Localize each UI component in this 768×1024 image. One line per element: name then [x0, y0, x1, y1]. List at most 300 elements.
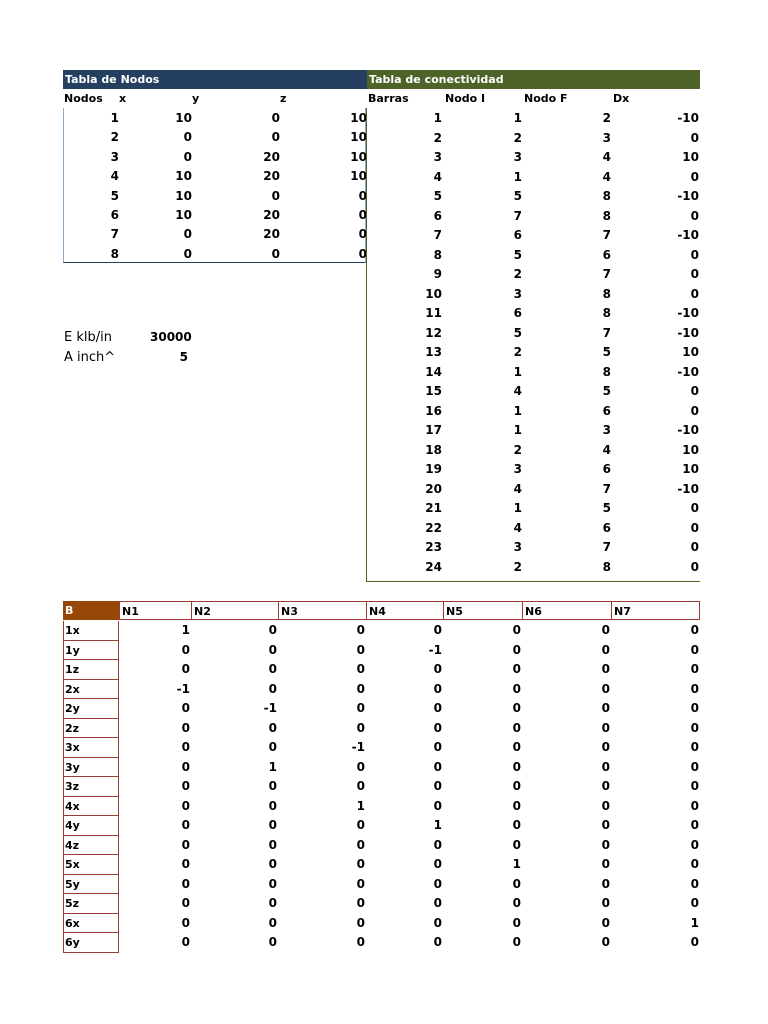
table-cell: 0	[181, 720, 190, 735]
table-cell: 0	[181, 935, 190, 949]
table-cell: 1	[433, 818, 442, 832]
table-cell: 0	[356, 759, 365, 774]
table-cell: 10	[350, 149, 367, 164]
table-cell: 8	[433, 247, 442, 262]
nodos-header-x: x	[119, 92, 127, 105]
table-cell: 0	[183, 149, 192, 164]
table-cell: 3	[513, 150, 522, 164]
table-cell: -1	[176, 681, 190, 696]
table-row	[0, 226, 768, 246]
table-cell: 6	[602, 403, 611, 418]
table-cell: 0	[433, 662, 442, 676]
table-cell: 4	[602, 150, 611, 164]
table-cell: 0	[356, 681, 365, 696]
table-cell: 0	[601, 935, 610, 949]
table-cell: 10	[682, 345, 699, 359]
table-cell: 17	[425, 423, 442, 437]
table-cell: 0	[690, 208, 699, 223]
table-row	[0, 265, 768, 285]
table-cell: 2	[513, 267, 522, 281]
table-cell: 0	[356, 662, 365, 676]
table-cell: 0	[271, 188, 280, 203]
table-row	[0, 660, 768, 680]
b-matrix-row-label: 3z	[63, 777, 119, 797]
table-cell: -10	[677, 423, 699, 437]
table-cell: 0	[512, 740, 521, 754]
table-row	[0, 680, 768, 700]
b-matrix-row-label: 1y	[63, 641, 119, 661]
table-cell: 6	[602, 462, 611, 476]
table-cell: 10	[175, 169, 192, 184]
table-cell: 0	[601, 915, 610, 930]
table-cell: 1	[513, 364, 522, 379]
table-cell: 3	[602, 130, 611, 145]
table-row	[0, 402, 768, 422]
table-cell: 21	[425, 501, 442, 515]
table-cell: 1	[513, 501, 522, 515]
table-cell: 20	[263, 208, 280, 222]
nodos-header-z: z	[280, 92, 287, 105]
table-row	[0, 538, 768, 558]
table-cell: 22	[425, 520, 442, 535]
table-cell: 0	[181, 915, 190, 930]
b-matrix-column-header: N4	[366, 601, 443, 620]
table-cell: 2	[513, 345, 522, 359]
a-label: A inch^	[64, 350, 116, 365]
table-cell: 0	[356, 896, 365, 910]
table-cell: 0	[690, 701, 699, 715]
table-cell: 0	[690, 642, 699, 657]
table-row	[0, 797, 768, 817]
table-cell: 7	[602, 540, 611, 554]
table-cell: 0	[512, 701, 521, 715]
table-row	[0, 382, 768, 402]
table-cell: -10	[677, 364, 699, 379]
table-cell: 7	[513, 208, 522, 223]
table-cell: 0	[181, 701, 190, 715]
table-cell: 0	[268, 896, 277, 910]
table-row	[0, 914, 768, 934]
table-row	[0, 777, 768, 797]
table-row	[0, 343, 768, 363]
table-cell: 10	[425, 286, 442, 301]
table-cell: 0	[433, 681, 442, 696]
table-cell: 0	[433, 876, 442, 891]
table-cell: 0	[268, 740, 277, 754]
table-cell: 0	[512, 798, 521, 813]
table-cell: 0	[690, 779, 699, 793]
table-cell: 0	[690, 837, 699, 852]
table-row	[0, 129, 768, 149]
table-cell: 0	[690, 623, 699, 637]
table-cell: 0	[271, 111, 280, 125]
table-cell: 0	[690, 501, 699, 515]
table-cell: 3	[433, 150, 442, 164]
table-cell: 7	[433, 228, 442, 242]
table-row	[0, 168, 768, 188]
table-cell: 0	[512, 935, 521, 949]
table-cell: 0	[268, 818, 277, 832]
b-matrix-row-label: 6x	[63, 914, 119, 934]
table-cell: 10	[175, 111, 192, 125]
table-cell: 0	[601, 876, 610, 891]
table-cell: 0	[433, 720, 442, 735]
nodos-table-title: Tabla de Nodos	[63, 70, 367, 89]
table-cell: 0	[268, 779, 277, 793]
table-cell: 3	[602, 423, 611, 437]
table-cell: 0	[690, 896, 699, 910]
table-cell: 7	[602, 481, 611, 496]
table-cell: 0	[601, 681, 610, 696]
table-cell: 0	[356, 857, 365, 871]
table-cell: 6	[602, 520, 611, 535]
table-cell: 0	[268, 837, 277, 852]
table-cell: 13	[425, 345, 442, 359]
table-cell: 2	[433, 130, 442, 145]
table-cell: 1	[268, 759, 277, 774]
table-cell: 20	[263, 227, 280, 242]
table-cell: 0	[356, 837, 365, 852]
table-row	[0, 758, 768, 778]
table-cell: 0	[358, 246, 367, 261]
table-cell: 0	[601, 701, 610, 715]
table-cell: 0	[690, 403, 699, 418]
table-row	[0, 109, 768, 129]
conectividad-table-title: Tabla de conectividad	[367, 70, 700, 89]
table-cell: 0	[268, 681, 277, 696]
table-cell: 5	[513, 247, 522, 262]
table-cell: 8	[602, 559, 611, 574]
table-cell: 0	[512, 915, 521, 930]
table-cell: 0	[512, 876, 521, 891]
table-cell: 23	[425, 540, 442, 554]
table-cell: 6	[513, 228, 522, 242]
table-row	[0, 324, 768, 344]
table-row	[0, 836, 768, 856]
table-cell: 0	[690, 876, 699, 891]
table-cell: 0	[512, 759, 521, 774]
table-row	[0, 460, 768, 480]
table-cell: 0	[690, 740, 699, 754]
table-cell: 0	[271, 246, 280, 261]
table-cell: 8	[602, 189, 611, 203]
b-matrix-column-header: N6	[522, 601, 611, 620]
table-cell: 0	[690, 818, 699, 832]
table-cell: 0	[601, 623, 610, 637]
b-matrix-row-label: 3y	[63, 758, 119, 778]
table-row	[0, 699, 768, 719]
table-cell: 0	[433, 740, 442, 754]
table-cell: 0	[601, 818, 610, 832]
table-cell: 0	[181, 857, 190, 871]
table-cell: 5	[602, 501, 611, 515]
table-cell: -10	[677, 306, 699, 320]
table-row	[0, 207, 768, 227]
table-cell: 5	[602, 384, 611, 398]
table-cell: 0	[690, 520, 699, 535]
table-cell: 7	[602, 228, 611, 242]
table-cell: 14	[425, 364, 442, 379]
b-matrix-column-header: N1	[119, 601, 191, 620]
table-cell: 4	[513, 520, 522, 535]
table-row	[0, 148, 768, 168]
table-cell: 0	[512, 837, 521, 852]
table-cell: 0	[433, 915, 442, 930]
table-cell: 0	[181, 759, 190, 774]
table-cell: 0	[690, 559, 699, 574]
table-cell: 0	[181, 779, 190, 793]
table-cell: 5	[110, 188, 119, 203]
table-cell: 8	[602, 306, 611, 320]
table-cell: 0	[271, 130, 280, 145]
table-cell: 0	[601, 720, 610, 735]
table-cell: 5	[513, 325, 522, 340]
table-cell: -1	[428, 642, 442, 657]
table-cell: 4	[513, 384, 522, 398]
b-matrix-column-header: N5	[443, 601, 522, 620]
table-cell: -1	[351, 740, 365, 754]
b-matrix-row-label: 2y	[63, 699, 119, 719]
nodos-header-nodos: Nodos	[64, 92, 103, 105]
table-cell: 0	[601, 740, 610, 754]
table-row	[0, 855, 768, 875]
table-cell: 0	[601, 857, 610, 871]
table-cell: 0	[356, 623, 365, 637]
table-cell: 3	[513, 540, 522, 554]
table-cell: 0	[358, 227, 367, 242]
conect-header-nodo-f: Nodo F	[524, 92, 568, 105]
table-cell: 0	[358, 188, 367, 203]
table-cell: 0	[181, 837, 190, 852]
b-matrix-title: B	[63, 601, 119, 620]
table-cell: 3	[513, 462, 522, 476]
b-matrix-row-label: 3x	[63, 738, 119, 758]
table-cell: 0	[512, 681, 521, 696]
table-cell: 0	[512, 779, 521, 793]
table-cell: 0	[356, 701, 365, 715]
table-row	[0, 363, 768, 383]
table-cell: 0	[183, 130, 192, 145]
table-cell: 10	[350, 130, 367, 145]
table-cell: 0	[690, 540, 699, 554]
table-cell: 0	[181, 896, 190, 910]
table-cell: 6	[110, 208, 119, 222]
table-cell: 5	[513, 189, 522, 203]
table-cell: 0	[433, 857, 442, 871]
table-cell: 20	[425, 481, 442, 496]
table-cell: -1	[263, 701, 277, 715]
table-cell: 0	[356, 818, 365, 832]
table-cell: 11	[425, 306, 442, 320]
table-cell: 0	[690, 759, 699, 774]
table-cell: 2	[513, 130, 522, 145]
table-cell: 0	[433, 896, 442, 910]
table-cell: 12	[425, 325, 442, 340]
table-cell: 0	[181, 662, 190, 676]
table-row	[0, 499, 768, 519]
a-value: 5	[179, 350, 188, 364]
table-cell: 8	[602, 364, 611, 379]
table-cell: 0	[690, 267, 699, 281]
table-cell: 24	[425, 559, 442, 574]
table-cell: 0	[512, 623, 521, 637]
table-cell: 0	[268, 642, 277, 657]
table-cell: 0	[356, 915, 365, 930]
table-cell: 0	[181, 818, 190, 832]
table-cell: 5	[433, 189, 442, 203]
table-cell: 0	[512, 818, 521, 832]
b-matrix-column-header: N3	[278, 601, 366, 620]
table-cell: 0	[433, 779, 442, 793]
table-cell: 0	[268, 857, 277, 871]
table-cell: 0	[356, 642, 365, 657]
table-cell: 0	[433, 623, 442, 637]
table-row	[0, 441, 768, 461]
b-matrix-row-label: 4x	[63, 797, 119, 817]
b-matrix-column-header: N2	[191, 601, 278, 620]
table-cell: 0	[268, 798, 277, 813]
table-cell: 0	[601, 837, 610, 852]
table-cell: 7	[602, 325, 611, 340]
table-cell: 0	[181, 876, 190, 891]
table-cell: 10	[682, 442, 699, 457]
table-cell: 0	[183, 246, 192, 261]
table-cell: 8	[602, 208, 611, 223]
table-row	[0, 621, 768, 641]
table-cell: 1	[513, 423, 522, 437]
table-cell: 4	[602, 169, 611, 184]
table-cell: 19	[425, 462, 442, 476]
table-row	[0, 719, 768, 739]
table-cell: 0	[512, 896, 521, 910]
table-cell: 20	[263, 169, 280, 184]
table-cell: 7	[110, 227, 119, 242]
table-cell: 0	[356, 876, 365, 891]
table-row	[0, 738, 768, 758]
table-row	[0, 246, 768, 266]
table-row	[0, 285, 768, 305]
b-matrix-column-header: N7	[611, 601, 700, 620]
table-cell: 0	[601, 779, 610, 793]
table-cell: 10	[175, 208, 192, 222]
table-cell: 2	[513, 559, 522, 574]
table-cell: 0	[433, 837, 442, 852]
table-cell: 0	[433, 701, 442, 715]
table-cell: 0	[601, 759, 610, 774]
table-cell: 6	[602, 247, 611, 262]
table-cell: 6	[513, 306, 522, 320]
table-cell: 0	[512, 642, 521, 657]
b-matrix-row-label: 5z	[63, 894, 119, 914]
b-matrix-row-label: 2z	[63, 719, 119, 739]
table-cell: 1	[181, 623, 190, 637]
table-row	[0, 933, 768, 953]
table-cell: 0	[268, 623, 277, 637]
table-cell: 0	[512, 720, 521, 735]
b-matrix-row-label: 2x	[63, 680, 119, 700]
table-cell: 16	[425, 403, 442, 418]
table-cell: 18	[425, 442, 442, 457]
table-cell: -10	[677, 228, 699, 242]
table-cell: 0	[601, 798, 610, 813]
table-cell: 10	[175, 188, 192, 203]
table-cell: 1	[513, 169, 522, 184]
table-cell: 0	[268, 876, 277, 891]
b-matrix-row-label: 5x	[63, 855, 119, 875]
table-cell: 0	[181, 740, 190, 754]
table-cell: -10	[677, 189, 699, 203]
table-cell: 10	[350, 111, 367, 125]
table-cell: 0	[512, 662, 521, 676]
b-matrix-row-label: 6y	[63, 933, 119, 953]
table-cell: 1	[513, 111, 522, 125]
table-cell: 2	[513, 442, 522, 457]
table-cell: 0	[690, 384, 699, 398]
table-cell: 0	[690, 286, 699, 301]
table-cell: 0	[601, 896, 610, 910]
e-label: E klb/in	[64, 330, 112, 345]
table-cell: 0	[181, 642, 190, 657]
table-cell: 0	[690, 681, 699, 696]
table-cell: 0	[601, 662, 610, 676]
table-cell: 9	[433, 267, 442, 281]
table-cell: 0	[356, 720, 365, 735]
table-cell: 3	[513, 286, 522, 301]
table-cell: 10	[682, 462, 699, 476]
table-cell: 6	[433, 208, 442, 223]
table-row	[0, 558, 768, 578]
conect-header-dx: Dx	[613, 92, 630, 105]
b-matrix-row-label: 1z	[63, 660, 119, 680]
table-cell: 1	[433, 111, 442, 125]
table-cell: -10	[677, 325, 699, 340]
table-row	[0, 480, 768, 500]
table-cell: 0	[690, 247, 699, 262]
table-cell: 15	[425, 384, 442, 398]
table-cell: 0	[181, 798, 190, 813]
conect-header-barras: Barras	[368, 92, 409, 105]
b-matrix-row-label: 4y	[63, 816, 119, 836]
table-cell: 0	[356, 935, 365, 949]
table-cell: 0	[433, 759, 442, 774]
table-cell: 0	[690, 662, 699, 676]
table-cell: 3	[110, 149, 119, 164]
table-row	[0, 875, 768, 895]
table-row	[0, 421, 768, 441]
table-cell: 0	[690, 857, 699, 871]
table-cell: 0	[268, 935, 277, 949]
table-cell: 0	[356, 779, 365, 793]
b-matrix-row-label: 5y	[63, 875, 119, 895]
table-row	[0, 519, 768, 539]
table-cell: 2	[602, 111, 611, 125]
table-row	[0, 187, 768, 207]
table-cell: 0	[358, 208, 367, 222]
table-cell: 1	[690, 915, 699, 930]
conect-header-nodo-i: Nodo I	[445, 92, 486, 105]
table-cell: 8	[602, 286, 611, 301]
table-cell: 0	[690, 935, 699, 949]
table-cell: 0	[268, 915, 277, 930]
table-cell: 1	[513, 403, 522, 418]
table-cell: 4	[110, 169, 119, 184]
table-cell: 5	[602, 345, 611, 359]
table-cell: 0	[690, 798, 699, 813]
table-cell: 4	[433, 169, 442, 184]
b-matrix-row-label: 4z	[63, 836, 119, 856]
table-cell: 10	[350, 169, 367, 184]
table-cell: 8	[110, 246, 119, 261]
